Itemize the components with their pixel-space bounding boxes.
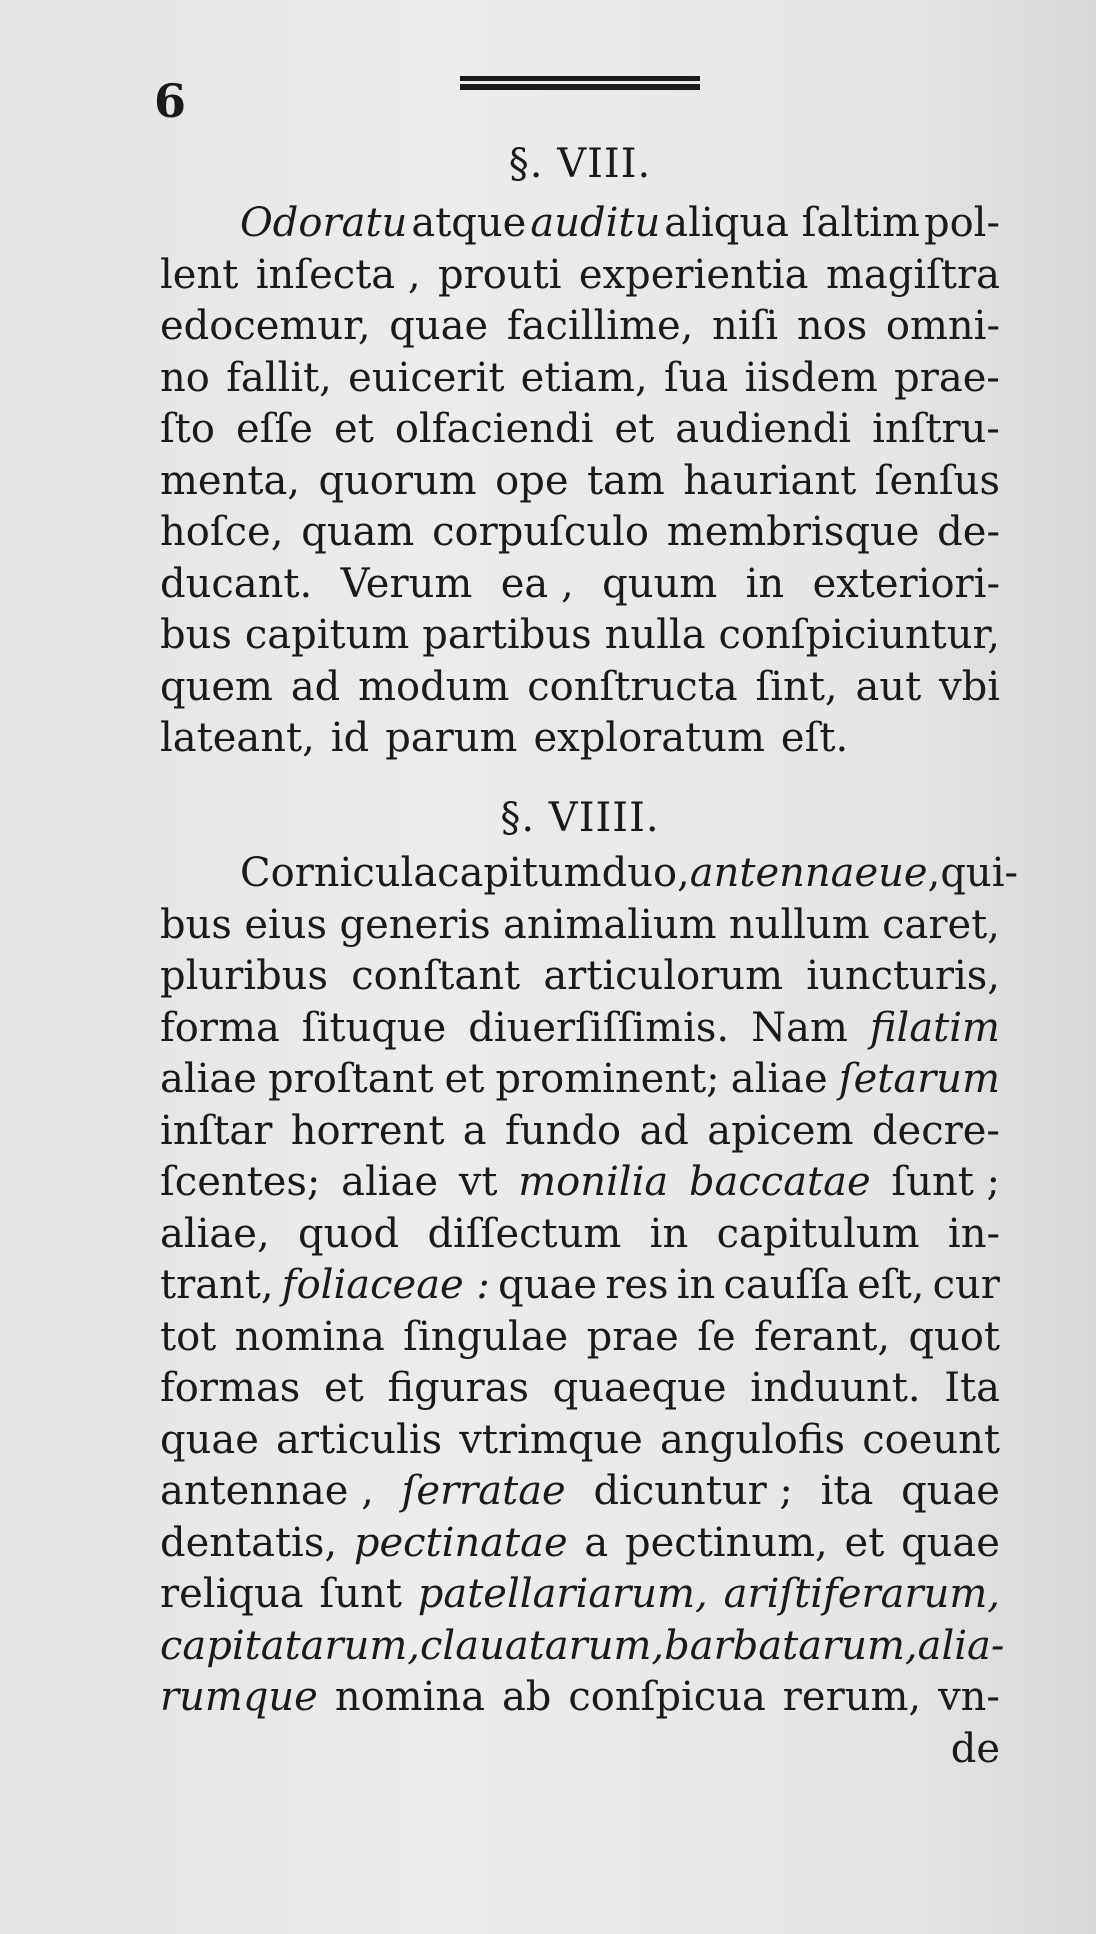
word: vtrimque (459, 1416, 643, 1463)
word: decre- (871, 1107, 1000, 1154)
word: audiendi (675, 406, 852, 452)
word: monilia (518, 1159, 669, 1205)
word: forma (160, 1004, 280, 1051)
word: patellariarum, (417, 1571, 708, 1617)
word: aliae (160, 1056, 257, 1102)
word: edocemur, (160, 303, 371, 349)
word: diſſectum (427, 1210, 622, 1257)
text-line (160, 1003, 1000, 1055)
word: vbi (938, 663, 1000, 710)
word: quorum (318, 457, 477, 504)
text-line (160, 848, 1018, 900)
text-line (160, 1569, 1000, 1621)
word: et (334, 406, 374, 452)
word: angulofis (660, 1416, 846, 1463)
word: quae (389, 303, 489, 349)
word: in (745, 560, 785, 607)
word: inſtar (160, 1107, 273, 1154)
word: quum (602, 560, 718, 607)
section-viiii (160, 792, 1018, 1775)
word: ſto (160, 406, 215, 452)
text-line (160, 507, 1000, 559)
word: et (614, 406, 655, 452)
word: ferant, (754, 1313, 891, 1360)
word: lateant, (160, 715, 315, 761)
word: generis (339, 901, 491, 948)
word: animalium (503, 901, 717, 948)
section-paragraph (160, 198, 1000, 765)
word: dicuntur ; (593, 1468, 793, 1514)
word: corpuſculo (432, 509, 649, 555)
text-line (160, 1724, 1000, 1776)
text-line (160, 1209, 1000, 1261)
word: Ita (944, 1365, 1000, 1411)
word: nomina (234, 1313, 385, 1360)
word: Cornicula (240, 850, 438, 896)
text-line (160, 900, 1000, 952)
word: no (160, 354, 210, 401)
word: ariſtiferarum, (723, 1571, 1000, 1617)
text-line (160, 559, 1000, 611)
word: in- (947, 1210, 1000, 1257)
word: de- (937, 509, 1000, 555)
word: a (584, 1519, 609, 1566)
text-line (160, 1260, 1000, 1312)
word: aliqua ſaltim (664, 200, 920, 246)
word: caret, (882, 901, 1000, 948)
word: ſituque (301, 1004, 447, 1051)
word: formas (160, 1365, 301, 1411)
text-line (160, 1518, 1000, 1570)
word: experientia (578, 251, 809, 298)
text-line (160, 198, 1000, 250)
word: fundo (505, 1107, 622, 1154)
word: alia- (917, 1622, 1005, 1669)
word: ad (639, 1107, 689, 1154)
word: ope (495, 457, 569, 504)
word: Verum (340, 560, 473, 607)
word: ad (290, 663, 341, 710)
word: hauriant (683, 457, 857, 504)
text-line (160, 662, 1000, 714)
word: prouti (438, 251, 562, 298)
word: ducant. (160, 560, 313, 607)
word: quaeque (552, 1365, 727, 1411)
word: induunt. (750, 1365, 921, 1411)
word: in (676, 1262, 716, 1308)
text-line (160, 1415, 1000, 1467)
text-line (160, 301, 1000, 353)
word: res (605, 1262, 669, 1308)
word: in (649, 1210, 689, 1257)
section-viii (160, 138, 1000, 765)
word: pectinatae (353, 1519, 568, 1566)
word: membrisque (666, 509, 920, 555)
word: antennaeue (689, 850, 928, 896)
word: inſtru- (872, 406, 1000, 452)
word: iisdem (744, 354, 878, 401)
word: aut (855, 663, 922, 710)
word: exteriori- (812, 560, 1000, 607)
word: vt (458, 1159, 498, 1205)
word: modum (358, 663, 510, 710)
word: ſint, (755, 663, 838, 710)
text-line (160, 713, 1000, 765)
word: hoſce, (160, 509, 284, 555)
word: prae (586, 1313, 679, 1360)
text-line (160, 610, 1000, 662)
word: et (324, 1365, 364, 1411)
word: nomina (334, 1674, 485, 1720)
word: Nam (751, 1004, 848, 1051)
word: iuncturis, (806, 953, 1000, 999)
word: baccatae (688, 1159, 871, 1205)
word: ab (501, 1674, 552, 1720)
header-rule (460, 76, 700, 92)
word: apicem (707, 1107, 854, 1154)
word: partibus (422, 612, 592, 658)
word: ſetarum (838, 1056, 1000, 1102)
word: eſt. (780, 715, 849, 761)
word: ſunt (319, 1571, 402, 1617)
word: parum (385, 715, 518, 761)
word: fallit, (226, 354, 332, 401)
word: diuerſiſſimis. (468, 1004, 730, 1051)
text-line (160, 1672, 1000, 1724)
section-heading: §. VIIII. (500, 795, 660, 841)
word: eſſe (236, 406, 313, 452)
word: quam (301, 509, 415, 555)
word: a (462, 1107, 487, 1154)
word: coeunt (862, 1416, 1000, 1463)
text-line (160, 1621, 1005, 1673)
word: ſe (697, 1313, 736, 1360)
word: articulorum (543, 953, 783, 999)
text-line (160, 1312, 1000, 1364)
word: pluribus (160, 953, 328, 999)
word: rerum, (782, 1674, 922, 1720)
word: ea , (500, 560, 574, 607)
word: olfaciendi (394, 406, 594, 452)
word: et (844, 1519, 885, 1566)
word: lent (160, 251, 239, 298)
word: horrent (290, 1107, 445, 1154)
word: quae (901, 1468, 1000, 1514)
word: tam (586, 457, 665, 504)
word: Odoratu (240, 200, 408, 246)
word: etiam, (520, 354, 648, 401)
text-line (160, 1106, 1000, 1158)
word: euicerit (348, 354, 505, 401)
word: quot (908, 1313, 1000, 1360)
word: et (444, 1056, 485, 1102)
word: eſt, (857, 1262, 925, 1308)
word: quae (901, 1519, 1000, 1566)
word: capitulum (716, 1210, 920, 1257)
word: ſcentes; (160, 1159, 321, 1205)
word: nulla (604, 612, 706, 658)
word: exploratum (533, 715, 765, 761)
word: atque (411, 200, 527, 246)
word: facillime, (506, 303, 694, 349)
word: conſpicua (568, 1674, 766, 1720)
word: ſunt ; (891, 1159, 1000, 1205)
word: id (330, 715, 370, 761)
word: capitatarum, (160, 1622, 421, 1669)
word: auditu (530, 200, 661, 246)
word: conſtructa (527, 663, 738, 710)
word: pol- (923, 200, 1000, 246)
word: nos (796, 303, 868, 349)
text-line (160, 456, 1000, 508)
text-line (160, 1157, 1000, 1209)
word: ita (820, 1468, 874, 1514)
word: conſtant (351, 953, 521, 999)
word: proſtant (268, 1056, 434, 1102)
word: ſenſus (874, 457, 1000, 504)
word: magiſtra (825, 251, 1000, 298)
word: capitum (244, 612, 410, 658)
word: menta, (160, 457, 300, 504)
word: duo, (601, 850, 690, 896)
word: bus (160, 612, 232, 658)
word: ſerratae (401, 1468, 566, 1514)
word: pectinum, (625, 1519, 828, 1566)
text-line (160, 1466, 1000, 1518)
word: capitum (437, 850, 602, 896)
text-line (160, 1054, 1000, 1106)
word: prae- (894, 354, 1000, 401)
word: reliqua (160, 1571, 304, 1617)
word: figuras (387, 1365, 529, 1411)
word: inſecta , (255, 251, 421, 298)
word: vn- (938, 1674, 1000, 1720)
word: trant, (160, 1262, 274, 1308)
word: cur (932, 1262, 1000, 1308)
section-paragraph (160, 848, 1018, 1775)
text-line (160, 404, 1000, 456)
word: filatim (869, 1004, 1000, 1051)
text-line (160, 1363, 1000, 1415)
word: quae (498, 1262, 597, 1308)
word: cauſſa (723, 1262, 849, 1308)
word: articulis (276, 1416, 443, 1463)
word: antennae , (160, 1468, 374, 1514)
word: nullum (728, 901, 870, 948)
section-heading: §. VIII. (508, 141, 652, 187)
text-line (160, 250, 1000, 302)
text-line (160, 353, 1000, 405)
word: dentatis, (160, 1519, 338, 1566)
page-number: 6 (154, 74, 187, 128)
word: aliae (730, 1056, 828, 1102)
word: ſingulae (403, 1313, 569, 1360)
word: clauatarum, (420, 1622, 665, 1669)
text-line (160, 951, 1000, 1003)
word: eius (244, 901, 328, 948)
word: prominent; (495, 1056, 720, 1102)
word: barbatarum, (664, 1622, 918, 1669)
word: conſpiciuntur, (718, 612, 1000, 658)
word: tot (160, 1313, 217, 1360)
word: ,qui- (927, 850, 1018, 896)
word: aliae (341, 1159, 439, 1205)
word: bus (160, 901, 232, 948)
word: niſi (712, 303, 779, 349)
word: omni- (885, 303, 1000, 349)
word: ſua (663, 354, 729, 401)
word: quae (160, 1416, 259, 1463)
word: rumque (160, 1674, 318, 1720)
word: quem (160, 663, 273, 710)
word: de (950, 1725, 1000, 1772)
word: foliaceae : (281, 1262, 490, 1308)
word: quod (298, 1210, 400, 1257)
word: aliae, (160, 1210, 270, 1257)
